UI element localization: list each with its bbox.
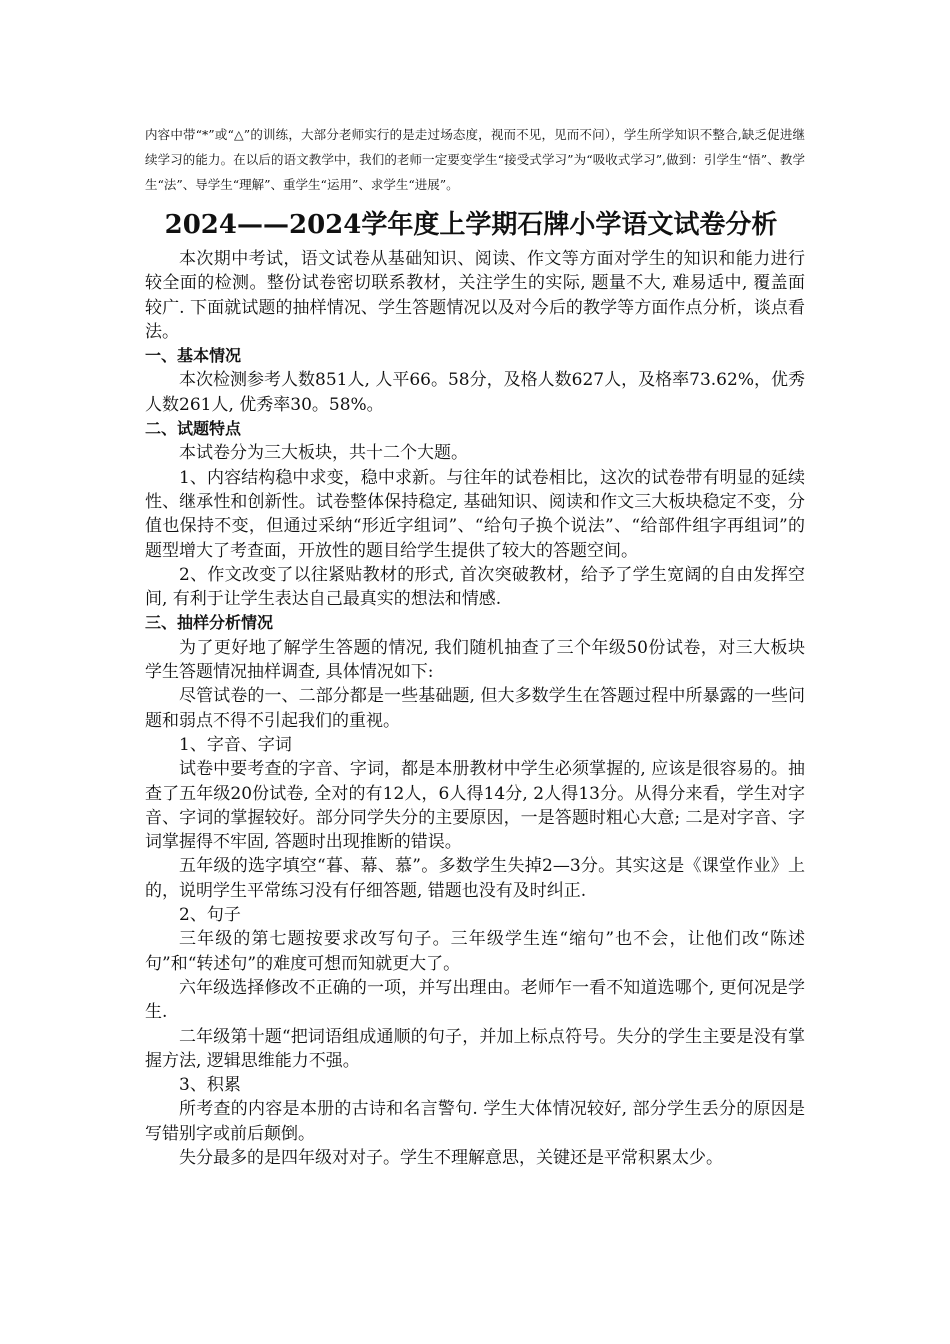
paragraph-structure: 本试卷分为三大板块，共十二个大题。 (179, 443, 468, 464)
paragraph-sampling-intro: 为了更好地了解学生答题的情况, 我们随机抽查了三个年级50份试卷，对三大板块学生答题情况抽样调查, 具体情况如下: (145, 637, 805, 683)
paragraph-feature-2: 2、作文改变了以往紧贴教材的形式, 首次突破教材，给予了学生宽阔的自由发挥空间, 有利于让学生表达自己最真实的想法和情感. (145, 564, 805, 610)
paragraph-overview: 本次期中考试，语文试卷从基础知识、阅读、作文等方面对学生的知识和能力进行较全面的检测。整份试卷密切联系教材，关注学生的实际, 题量不大, 难易适中, 覆盖面较广. 下面就试题的抽样情况、学生答题情况以及对今后的教学等方面作点分析，谈点看法。 (145, 249, 805, 342)
paragraph-couplets: 失分最多的是四年级对对子。学生不理解意思，关键还是平常积累太少。 (179, 1147, 723, 1168)
paragraph-sampling-basics: 尽管试卷的一、二部分都是一些基础题, 但大多数学生在答题过程中所暴露的一些问题和弱点不得不引起我们的重视。 (145, 686, 805, 731)
paragraph-accumulation: 所考查的内容是本册的古诗和名言警句. 学生大体情况较好, 部分学生丢分的原因是写错别字或前后颠倒。 (145, 1099, 805, 1144)
section-heading-features: 二、试题特点 (145, 419, 242, 439)
subheading-sentences: 2、句子 (179, 905, 241, 926)
paragraph-grade6-sentences: 六年级选择修改不正确的一项，并写出理由。老师乍一看不知道选哪个, 更何况是学生. (145, 977, 805, 1023)
section-heading-sampling: 三、抽样分析情况 (145, 613, 274, 633)
intro-paragraph: 内容中带“*”或“△”的训练，大部分老师实行的是走过场态度，视而不见，见而不问），学生所学知识不整合,缺乏促进继续学习的能力。在以后的语文教学中，我们的老师一定要变学生“接受式学习”为“吸收式学习”,做到：引学生“悟”、教学生“法”、导学生“理解”、重学生“运用”、求学生“进展”。 (145, 127, 805, 192)
subheading-accumulation: 3、积累 (179, 1075, 241, 1096)
paragraph-char-selection: 五年级的选字填空“暮、幕、慕”。多数学生失掉2—3分。其实这是《课堂作业》上的，说明学生平常练习没有仔细答题, 错题也没有及时纠正. (145, 856, 805, 901)
paragraph-pronunciation: 试卷中要考查的字音、字词，都是本册教材中学生必须掌握的, 应该是很容易的。抽查了五年级20份试卷, 全对的有12人，6人得14分, 2人得13分。从得分来看，学生对字音、字词的掌握较好。部分同学失分的主要原因，一是答题时粗心大意; 二是对字音、字词掌握得不牢固, 答题时出现推断的错误。 (145, 759, 805, 853)
subheading-pronunciation: 1、字音、字词 (179, 734, 292, 755)
paragraph-grade3-sentences: 三年级的第七题按要求改写句子。三年级学生连“缩句”也不会，让他们改“陈述句”和“转述句”的难度可想而知就更大了。 (145, 929, 805, 974)
document-page (145, 122, 805, 1170)
document-title: 2024——2024学年度上学期石牌小学语文试卷分析 (164, 210, 778, 240)
paragraph-feature-1: 1、内容结构稳中求变，稳中求新。与往年的试卷相比，这次的试卷带有明显的延续性、继承性和创新性。试卷整体保持稳定, 基础知识、阅读和作文三大板块稳定不变，分值也保持不变，但通过采纳“形近字组词”、“给句子换个说法”、“给部件组字再组词”的题型增大了考查面，开放性的题目给学生提供了较大的答题空间。 (145, 467, 805, 561)
paragraph-grade2-sentences: 二年级第十题“把词语组成通顺的句子，并加上标点符号。失分的学生主要是没有掌握方法, 逻辑思维能力不强。 (145, 1026, 805, 1071)
section-heading-basic: 一、基本情况 (145, 346, 242, 366)
paragraph-basic-stats: 本次检测参考人数851人, 人平66。58分，及格人数627人，及格率73.62%，优秀人数261人, 优秀率30。58%。 (145, 370, 805, 415)
